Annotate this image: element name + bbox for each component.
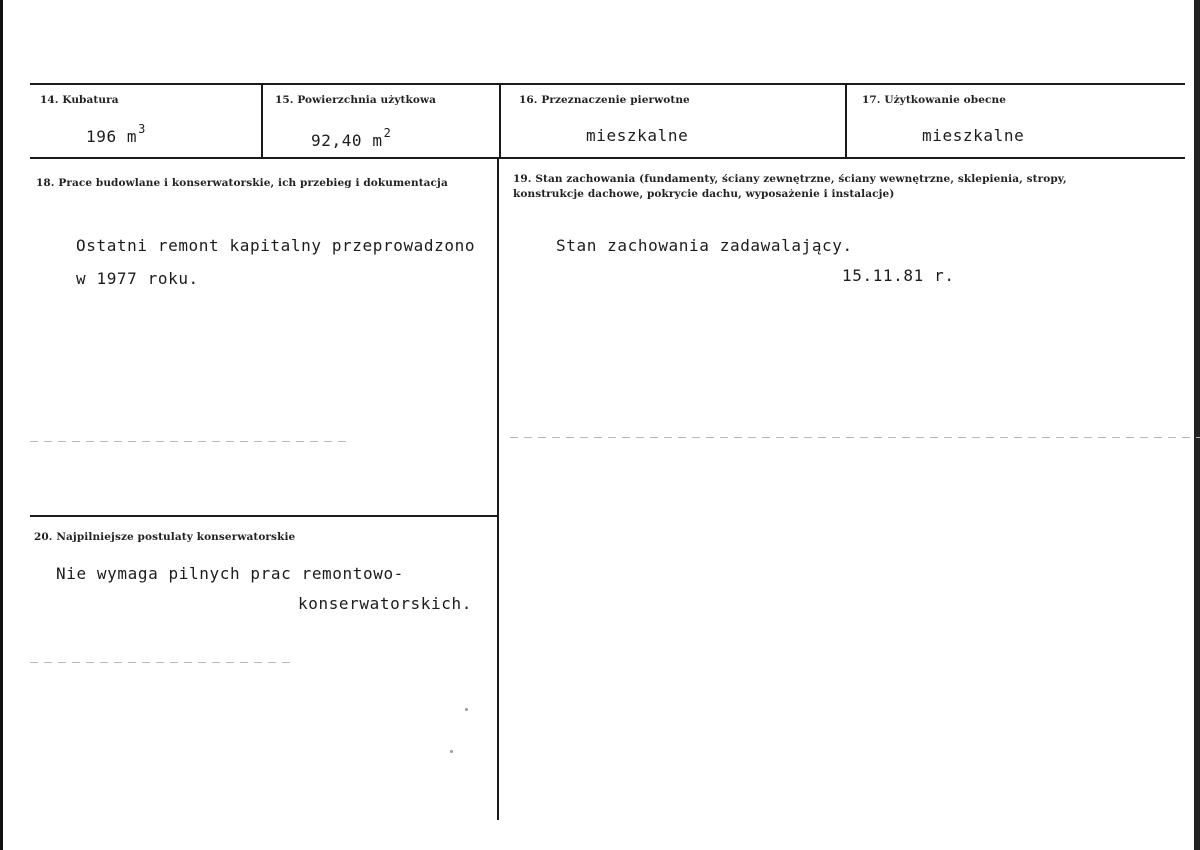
field-20-text-line2: konserwatorskich. (298, 594, 472, 613)
faint-rule (30, 441, 350, 442)
field-17-label: 17. Użytkowanie obecne (862, 94, 1007, 106)
field-18-label: 18. Prace budowlane i konserwatorskie, ich przebieg i dokumentacja (36, 177, 448, 189)
divider-16-17 (845, 83, 847, 157)
left-scan-edge (0, 0, 3, 850)
field-18-text-line1: Ostatni remont kapitalny przeprowadzono (76, 236, 476, 255)
field-17-value: mieszkalne (922, 126, 1025, 145)
field-19-label-line2: konstrukcje dachowe, pokrycie dachu, wyposażenie i instalacje) (513, 188, 895, 200)
field-15-value: 92,40 $m^2$ (311, 126, 392, 150)
top-border (30, 83, 1185, 85)
field-18-text-line2: w 1977 roku. (76, 269, 199, 288)
field-19-text-line1: Stan zachowania zadawalający. (556, 236, 853, 255)
divider-15-16 (499, 83, 501, 157)
field-16-label: 16. Przeznaczenie pierwotne (519, 94, 690, 106)
field-19-date: 15.11.81 r. (842, 266, 955, 285)
main-column-divider (497, 157, 499, 820)
field-14-value: 196 $m^3$ (86, 122, 146, 146)
right-scan-edge (1194, 0, 1200, 850)
field-20-text-line1: Nie wymaga pilnych prac remontowo- (56, 564, 404, 583)
field-15-label: 15. Powierzchnia użytkowa (275, 94, 437, 106)
stray-mark (465, 708, 468, 711)
field-20-label: 20. Najpilniejsze postulaty konserwatorskie (34, 531, 296, 543)
field-16-value: mieszkalne (586, 126, 689, 145)
divider-14-15 (261, 83, 263, 157)
field-19-label-line1: 19. Stan zachowania (fundamenty, ściany zewnętrzne, ściany wewnętrzne, sklepienia, stropy, (513, 173, 1067, 185)
field-14-label: 14. Kubatura (40, 94, 119, 106)
faint-rule (30, 662, 290, 663)
faint-rule (510, 437, 1200, 438)
row1-bottom-border (30, 157, 1185, 159)
section-18-20-divider (30, 515, 497, 517)
stray-mark (450, 750, 453, 753)
